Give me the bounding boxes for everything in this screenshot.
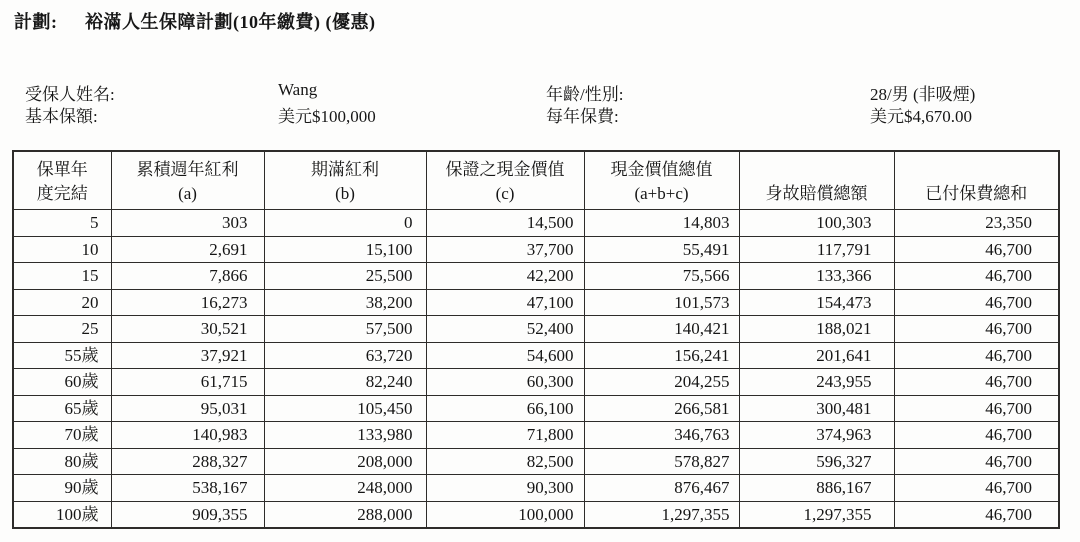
annual-dividends-cell: 303 (111, 210, 264, 237)
annual-dividends-cell: 140,983 (111, 422, 264, 449)
table-row (13, 501, 1059, 528)
total-premiums-paid-cell: 46,700 (894, 263, 1059, 290)
header-line: (a) (178, 184, 197, 203)
guaranteed-cash-value-cell: 54,600 (426, 342, 584, 369)
guaranteed-cash-value-cell: 82,500 (426, 448, 584, 475)
header-line: (c) (495, 184, 515, 203)
benefit-illustration-table (12, 150, 1060, 529)
policy-year-cell: 25 (13, 316, 111, 343)
annual-dividends-cell: 538,167 (111, 475, 264, 502)
header-line: 累積週年紅利 (136, 160, 239, 179)
table-row (13, 289, 1059, 316)
maturity-dividend-cell: 63,720 (264, 342, 426, 369)
table-row (13, 395, 1059, 422)
total-premiums-paid-cell: 46,700 (894, 289, 1059, 316)
annual-dividends-cell: 7,866 (111, 263, 264, 290)
col-header-annual-dividends (111, 151, 264, 210)
insured-name-value: Wang (278, 80, 318, 99)
policy-year-cell: 15 (13, 263, 111, 290)
total-death-benefit-cell: 154,473 (739, 289, 894, 316)
total-death-benefit-cell: 117,791 (739, 236, 894, 263)
table-row (13, 448, 1059, 475)
total-cash-value-cell: 578,827 (584, 448, 739, 475)
total-premiums-paid-cell: 46,700 (894, 501, 1059, 528)
annual-premium-value: 美元$4,670.00 (870, 107, 972, 126)
header-line: 身故賠償總額 (765, 184, 868, 203)
table-row (13, 263, 1059, 290)
total-cash-value-cell: 876,467 (584, 475, 739, 502)
guaranteed-cash-value-cell: 90,300 (426, 475, 584, 502)
policy-year-cell: 20 (13, 289, 111, 316)
total-cash-value-cell: 140,421 (584, 316, 739, 343)
table-row (13, 342, 1059, 369)
policy-year-cell: 10 (13, 236, 111, 263)
header-line: 已付保費總和 (925, 184, 1028, 203)
maturity-dividend-cell: 248,000 (264, 475, 426, 502)
policy-year-cell: 70歲 (13, 422, 111, 449)
age-sex-value: 28/男 (非吸煙) (870, 85, 976, 104)
table-row (13, 210, 1059, 237)
total-premiums-paid-cell: 46,700 (894, 475, 1059, 502)
total-premiums-paid-cell: 23,350 (894, 210, 1059, 237)
policy-year-cell: 90歲 (13, 475, 111, 502)
total-premiums-paid-cell: 46,700 (894, 395, 1059, 422)
plan-name: 裕滿人生保障計劃(10年繳費) (優惠) (85, 12, 376, 32)
table-header (13, 151, 1059, 210)
annual-dividends-cell: 2,691 (111, 236, 264, 263)
col-header-total-death-benefit (739, 151, 894, 210)
insured-name-label: 受保人姓名: (25, 85, 115, 104)
table-row (13, 236, 1059, 263)
total-death-benefit-cell: 1,297,355 (739, 501, 894, 528)
total-death-benefit-cell: 596,327 (739, 448, 894, 475)
total-cash-value-cell: 75,566 (584, 263, 739, 290)
maturity-dividend-cell: 57,500 (264, 316, 426, 343)
annual-premium-label: 每年保費: (546, 107, 619, 126)
header-line: 現金價值總值 (610, 160, 713, 179)
policy-year-cell: 60歲 (13, 369, 111, 396)
guaranteed-cash-value-cell: 71,800 (426, 422, 584, 449)
maturity-dividend-cell: 82,240 (264, 369, 426, 396)
col-header-total-premiums-paid (894, 151, 1059, 210)
total-death-benefit-cell: 188,021 (739, 316, 894, 343)
total-cash-value-cell: 156,241 (584, 342, 739, 369)
table-row (13, 422, 1059, 449)
total-premiums-paid-cell: 46,700 (894, 316, 1059, 343)
policy-table-body (13, 210, 1059, 529)
policy-year-cell: 65歲 (13, 395, 111, 422)
guaranteed-cash-value-cell: 66,100 (426, 395, 584, 422)
maturity-dividend-cell: 208,000 (264, 448, 426, 475)
total-death-benefit-cell: 300,481 (739, 395, 894, 422)
total-premiums-paid-cell: 46,700 (894, 422, 1059, 449)
total-premiums-paid-cell: 46,700 (894, 369, 1059, 396)
header-line: (b) (335, 184, 355, 203)
col-header-policy-year (13, 151, 111, 210)
maturity-dividend-cell: 288,000 (264, 501, 426, 528)
total-cash-value-cell: 14,803 (584, 210, 739, 237)
total-death-benefit-cell: 243,955 (739, 369, 894, 396)
annual-dividends-cell: 288,327 (111, 448, 264, 475)
total-cash-value-cell: 204,255 (584, 369, 739, 396)
maturity-dividend-cell: 15,100 (264, 236, 426, 263)
total-death-benefit-cell: 133,366 (739, 263, 894, 290)
maturity-dividend-cell: 0 (264, 210, 426, 237)
document-title-row (14, 8, 375, 34)
guaranteed-cash-value-cell: 47,100 (426, 289, 584, 316)
table-header-row (13, 151, 1059, 210)
total-premiums-paid-cell: 46,700 (894, 448, 1059, 475)
col-header-total-cash-value (584, 151, 739, 210)
total-cash-value-cell: 1,297,355 (584, 501, 739, 528)
maturity-dividend-cell: 105,450 (264, 395, 426, 422)
table-row (13, 316, 1059, 343)
guaranteed-cash-value-cell: 52,400 (426, 316, 584, 343)
total-cash-value-cell: 101,573 (584, 289, 739, 316)
annual-dividends-cell: 30,521 (111, 316, 264, 343)
plan-label: 計劃: (14, 12, 58, 32)
total-cash-value-cell: 55,491 (584, 236, 739, 263)
basic-sum-value: 美元$100,000 (278, 107, 376, 126)
policy-year-cell: 5 (13, 210, 111, 237)
maturity-dividend-cell: 38,200 (264, 289, 426, 316)
header-line: 度完結 (36, 184, 88, 203)
total-death-benefit-cell: 100,303 (739, 210, 894, 237)
annual-dividends-cell: 16,273 (111, 289, 264, 316)
annual-dividends-cell: 909,355 (111, 501, 264, 528)
policy-year-cell: 55歲 (13, 342, 111, 369)
annual-dividends-cell: 61,715 (111, 369, 264, 396)
header-line: 保單年 (36, 160, 88, 179)
table-row (13, 369, 1059, 396)
basic-sum-label: 基本保額: (25, 107, 98, 126)
guaranteed-cash-value-cell: 60,300 (426, 369, 584, 396)
header-line: 保證之現金價值 (445, 160, 565, 179)
col-header-guaranteed-cash-value (426, 151, 584, 210)
total-death-benefit-cell: 374,963 (739, 422, 894, 449)
total-premiums-paid-cell: 46,700 (894, 236, 1059, 263)
policy-year-cell: 80歲 (13, 448, 111, 475)
guaranteed-cash-value-cell: 100,000 (426, 501, 584, 528)
col-header-maturity-dividend (264, 151, 426, 210)
total-cash-value-cell: 266,581 (584, 395, 739, 422)
guaranteed-cash-value-cell: 42,200 (426, 263, 584, 290)
header-line: 期滿紅利 (311, 160, 379, 179)
maturity-dividend-cell: 25,500 (264, 263, 426, 290)
annual-dividends-cell: 37,921 (111, 342, 264, 369)
table-row (13, 475, 1059, 502)
guaranteed-cash-value-cell: 37,700 (426, 236, 584, 263)
total-death-benefit-cell: 886,167 (739, 475, 894, 502)
total-premiums-paid-cell: 46,700 (894, 342, 1059, 369)
maturity-dividend-cell: 133,980 (264, 422, 426, 449)
total-death-benefit-cell: 201,641 (739, 342, 894, 369)
age-sex-label: 年齡/性別: (546, 85, 624, 104)
annual-dividends-cell: 95,031 (111, 395, 264, 422)
total-cash-value-cell: 346,763 (584, 422, 739, 449)
policy-year-cell: 100歲 (13, 501, 111, 528)
guaranteed-cash-value-cell: 14,500 (426, 210, 584, 237)
header-line: (a+b+c) (634, 184, 689, 203)
